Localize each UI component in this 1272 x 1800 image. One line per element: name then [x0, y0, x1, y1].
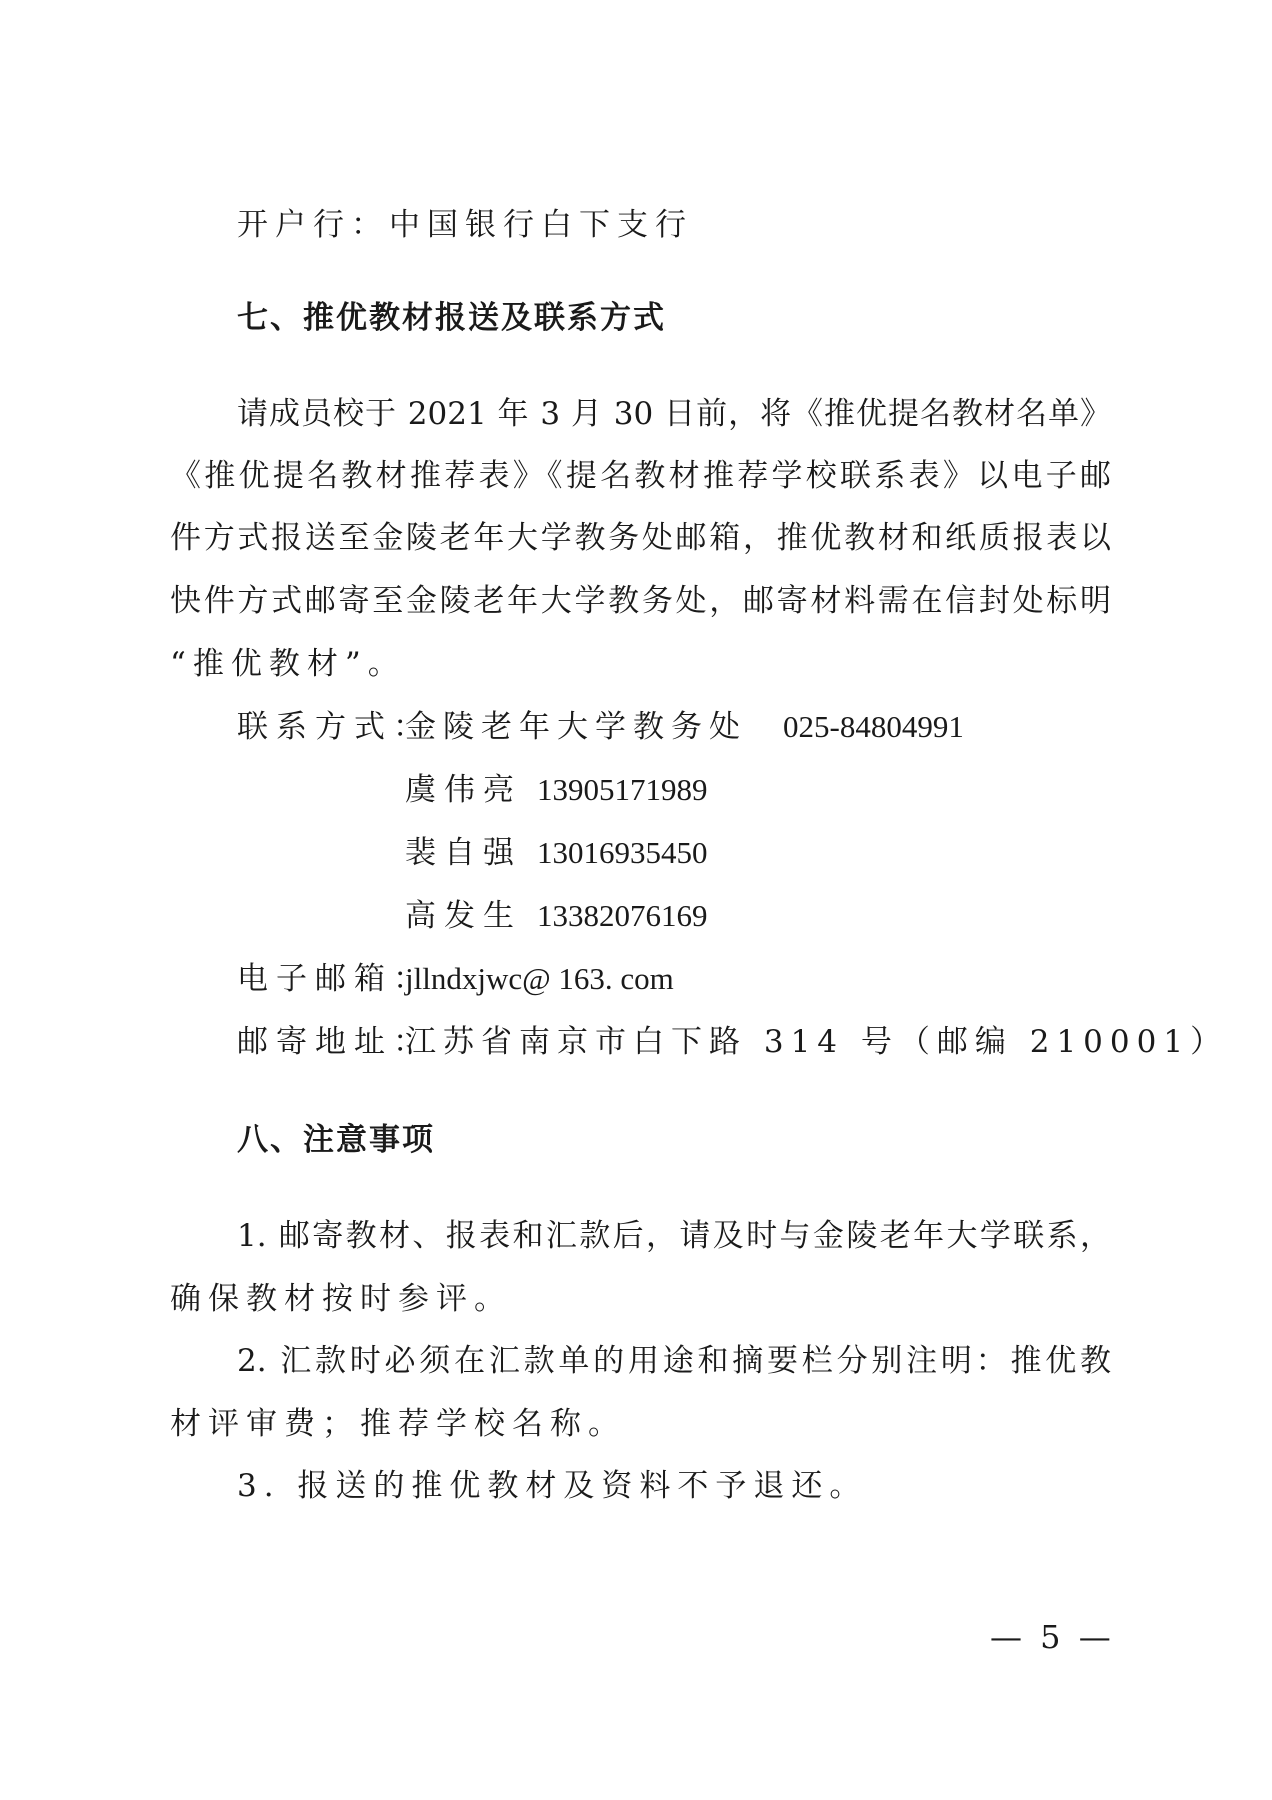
contact-person-row	[405, 833, 708, 873]
contact-office: 金陵老年大学教务处	[405, 709, 747, 745]
section7-line-2: 《推优提名教材推荐表》《提名教材推荐学校联系表》以电子邮	[170, 458, 1111, 494]
notice-item-2-line-1: 2. 汇款时必须在汇款单的用途和摘要栏分别注明：推优教	[237, 1343, 1111, 1379]
contact-person-phone: 13016935450	[537, 835, 708, 870]
contact-person-phone: 13905171989	[537, 772, 708, 807]
email-line	[237, 959, 674, 999]
contact-person-name: 裴自强	[405, 835, 522, 871]
mailing-address: 江苏省南京市白下路 314 号（邮编 210001）	[405, 1024, 1229, 1060]
section8-heading: 八、注意事项	[237, 1122, 435, 1158]
contact-person-name: 高发生	[405, 898, 522, 934]
contact-office-phone: 025-84804991	[783, 709, 964, 744]
section7-line-1: 请成员校于 2021 年 3 月 30 日前，将《推优提名教材名单》	[237, 396, 1111, 432]
contact-person-row	[405, 770, 708, 810]
notice-item-1-line-2: 确保教材按时参评。	[170, 1281, 512, 1317]
notice-item-2-line-2: 材评审费；推荐学校名称。	[170, 1406, 626, 1442]
section7-heading: 七、推优教材报送及联系方式	[237, 300, 666, 336]
section7-line-5: “推优教材”。	[170, 646, 406, 682]
notice-item-3-line-1: 3. 报送的推优教材及资料不予退还。	[237, 1468, 868, 1504]
contact-person-phone: 13382076169	[537, 898, 708, 933]
email-label: 电子邮箱：	[237, 961, 432, 997]
email-address[interactable]: jllndxjwc@ 163. com	[405, 961, 674, 996]
contact-person-name: 虞伟亮	[405, 772, 522, 808]
contact-office-line	[237, 707, 964, 747]
section7-line-3: 件方式报送至金陵老年大学教务处邮箱，推优教材和纸质报表以	[170, 520, 1111, 556]
notice-item-1-line-1: 1. 邮寄教材、报表和汇款后，请及时与金陵老年大学联系，	[237, 1218, 1111, 1254]
bank-line: 开户行：中国银行白下支行	[237, 207, 693, 243]
address-line	[237, 1022, 1228, 1062]
section7-line-4: 快件方式邮寄至金陵老年大学教务处，邮寄材料需在信封处标明	[170, 583, 1111, 619]
page-number: — 5 —	[990, 1618, 1115, 1656]
contact-label: 联系方式：	[237, 709, 432, 745]
address-label: 邮寄地址：	[237, 1024, 432, 1060]
contact-person-row	[405, 896, 708, 936]
